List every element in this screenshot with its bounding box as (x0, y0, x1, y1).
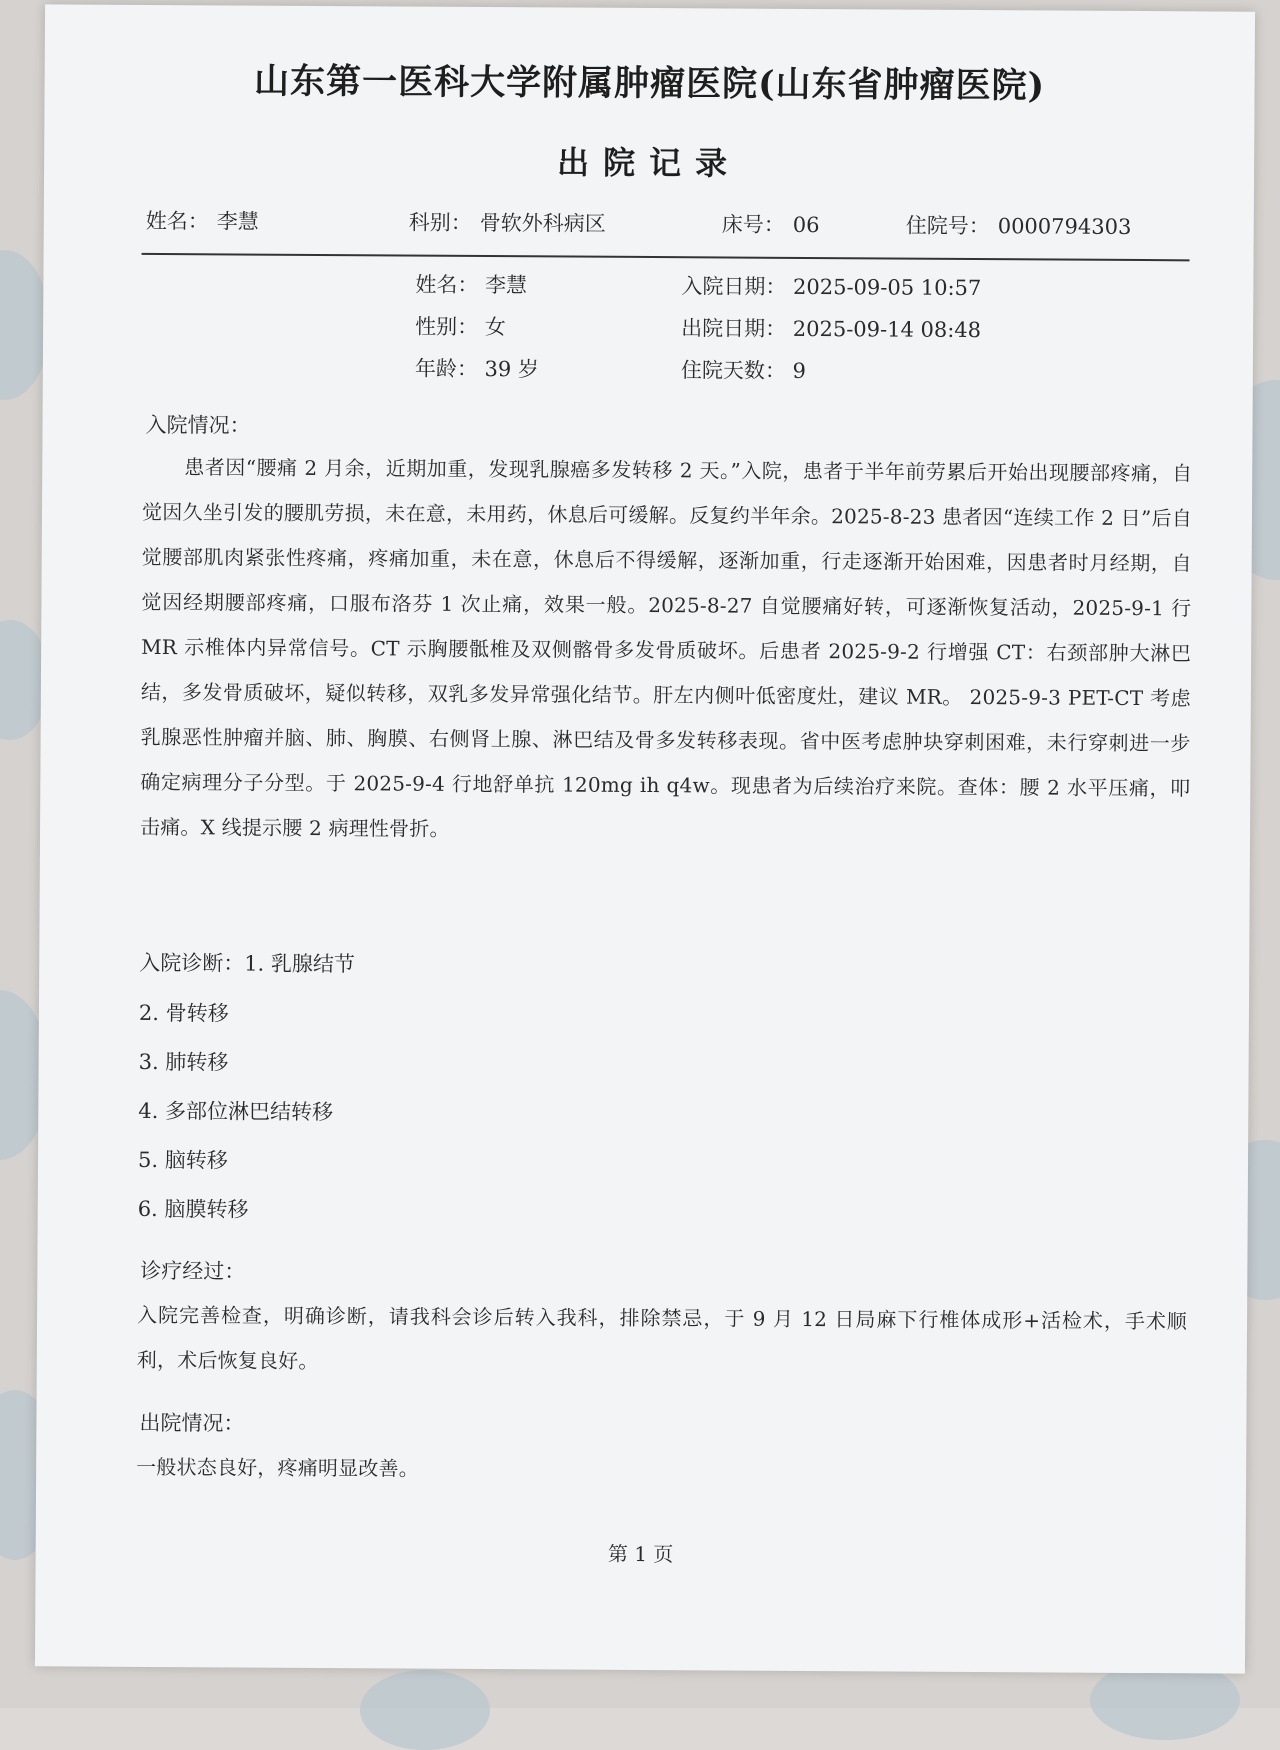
discharge-status-text: 一般状态良好，疼痛明显改善。 (136, 1454, 420, 1481)
header-name (146, 205, 259, 236)
patient-age: 年龄： 39 岁 (414, 356, 540, 382)
admission-diagnosis (139, 947, 355, 978)
diagnosis-item: 2. 骨转移 (138, 1000, 229, 1026)
diagnosis-item: 3. 肺转移 (138, 1049, 229, 1075)
discharge-date: 出院日期： 2025-09-14 08:48 (681, 316, 982, 343)
admission-diagnosis-heading: 入院诊断： (139, 950, 245, 976)
header-name-label: 姓名： (145, 208, 209, 234)
hospital-name: 山东第一医科大学附属肿瘤医院(山东省肿瘤医院) (253, 60, 1046, 107)
diagnosis-item: 4. 多部位淋巴结转移 (138, 1098, 334, 1125)
document-title: 出院记录 (556, 143, 742, 183)
discharge-record-sheet (35, 4, 1255, 1673)
diagnosis-item: 6. 脑膜转移 (137, 1196, 249, 1222)
header-divider (142, 253, 1190, 261)
patient-name: 姓名： 李慧 (415, 272, 528, 298)
header-department (409, 207, 606, 238)
header-bed (722, 208, 820, 239)
diagnosis-item: 1. 乳腺结节 (244, 951, 356, 977)
header-bed-value: 06 (792, 212, 820, 238)
treatment-course-text: 入院完善检查，明确诊断，请我科会诊后转入我科，排除禁忌，于 9 月 12 日局麻下行椎体成形+活检术，手术顺利，术后恢复良好。 (136, 1302, 1188, 1374)
header-department-label: 科别： (408, 210, 472, 235)
admission-status-heading: 入院情况： (145, 412, 251, 438)
stay-days: 住院天数： 9 (680, 358, 806, 383)
header-admission-no (906, 210, 1132, 241)
page-number: 第 1 页 (607, 1541, 674, 1567)
treatment-course-heading: 诊疗经过： (140, 1258, 246, 1284)
fabric-dot (360, 1670, 490, 1750)
header-admission-no-label: 住院号： (905, 213, 990, 239)
discharge-status-heading: 出院情况： (139, 1410, 245, 1436)
admission-status-text: 患者因“腰痛 2 月余，近期加重，发现乳腺癌多发转移 2 天。”入院，患者于半年前劳累后开始出现腰部疼痛，自觉因久坐引发的腰肌劳损，未在意，未用药，休息后可缓解。反复约半年余。2025-8-23 患者因“连续工作 2 日”后自觉腰部肌肉紧张性疼痛，疼痛加重，未在意，休息后不得缓解，逐渐加重，行走逐渐开始困难，因患者时月经期，自觉因经期腰部疼痛，口服布洛芬 1 次止痛，效果一般。2025-8-27 自觉腰痛好转，可逐渐恢复活动，2025-9-1 行 MR 示椎体内异常信号。CT 示胸腰骶椎及双侧髂骨多发骨质破坏。后患者 2025-9-2 行增强 CT：右颈部肿大淋巴结，多发骨质破坏，疑似转移，双乳多发异常强化结节。肝左内侧叶低密度灶，建议 MR。 2025-9-3 PET-CT 考虑乳腺恶性肿瘤并脑、肺、胸膜、右侧肾上腺、淋巴结及骨多发转移表现。省中医考虑肿块穿刺困难，未行穿刺进一步确定病理分子分型。于 2025-9-4 行地舒单抗 120mg ih q4w。现患者为后续治疗来院。查体：腰 2 水平压痛，叩击痛。X 线提示腰 2 病理性骨折。 (139, 455, 1193, 841)
diagnosis-item: 5. 脑转移 (137, 1147, 228, 1173)
admit-date: 入院日期： 2025-09-05 10:57 (681, 274, 982, 301)
header-bed-label: 床号： (721, 212, 785, 237)
header-admission-no-value: 0000794303 (997, 214, 1132, 239)
patient-gender: 性别： 女 (415, 314, 506, 340)
header-name-value: 李慧 (216, 209, 259, 234)
header-department-value: 骨软外科病区 (479, 210, 606, 236)
